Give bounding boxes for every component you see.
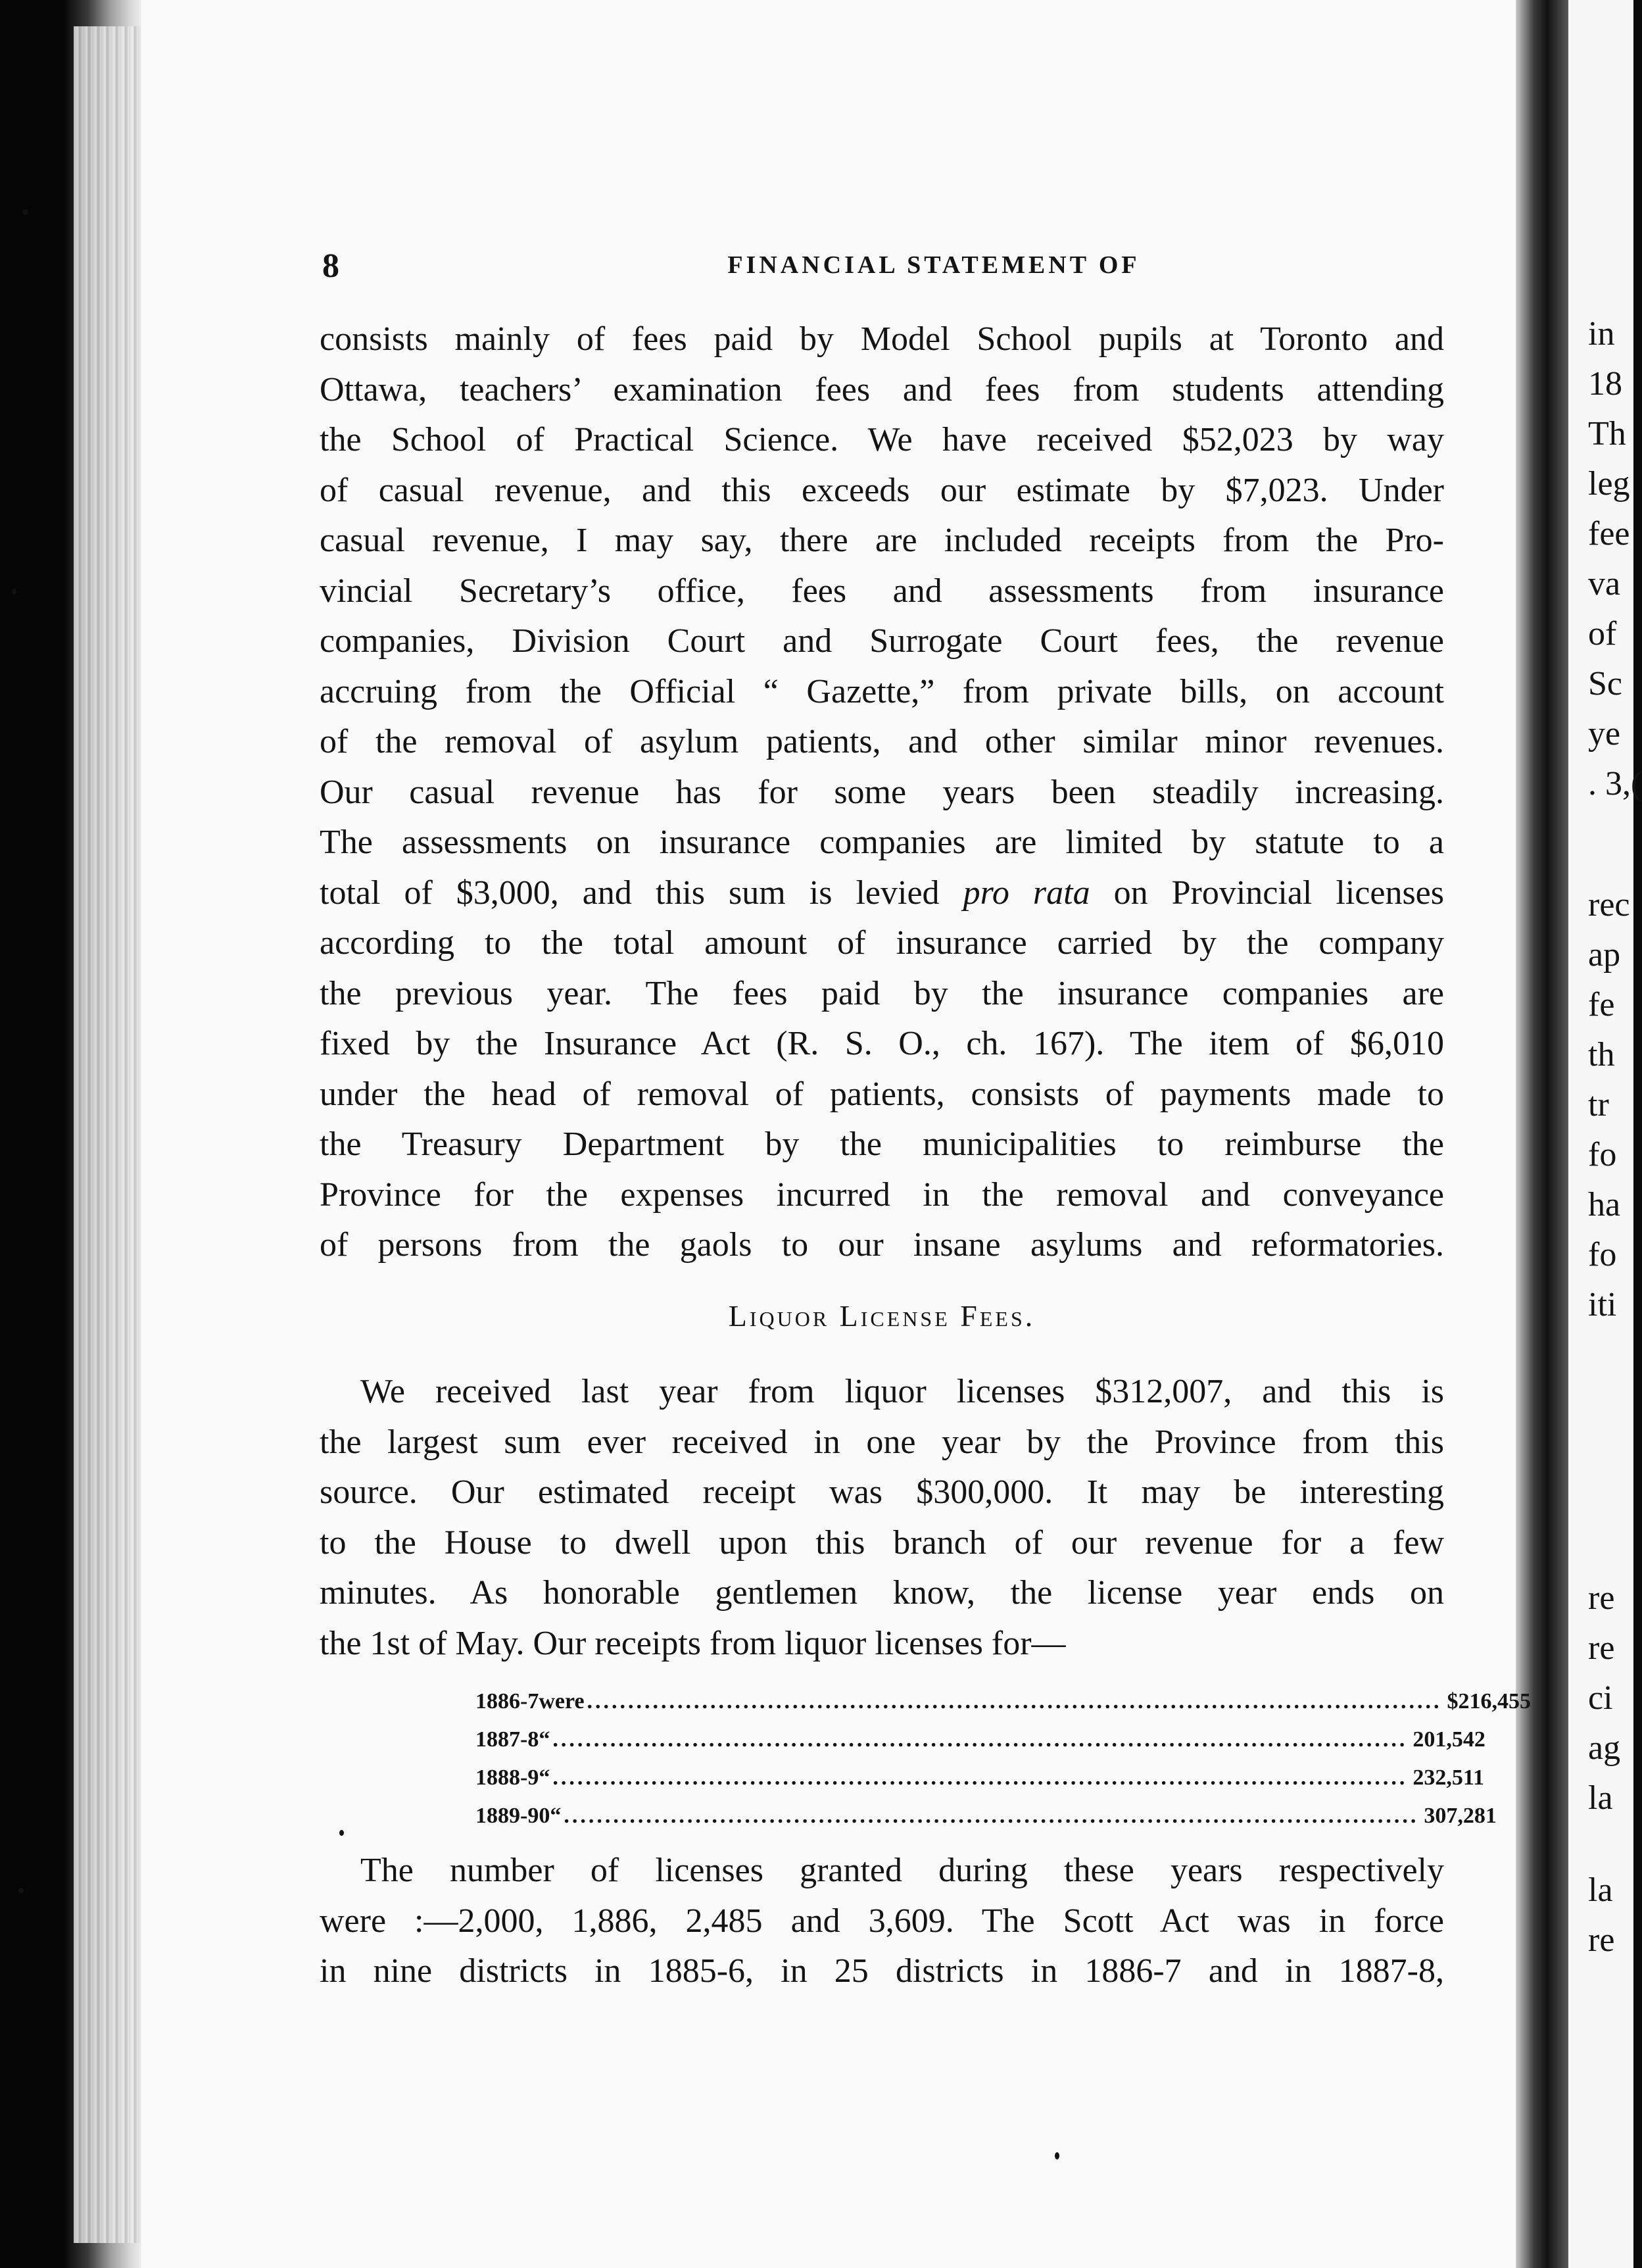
text-line: source. Our estimated receipt was $300,000. It may be interesting (320, 1473, 1444, 1511)
receipts-year: 1886-7 (475, 1689, 539, 1713)
section-heading: Liquor License Fees. (728, 1299, 1036, 1333)
leader-dots (552, 1721, 1407, 1759)
receipts-word: were (539, 1689, 585, 1713)
facing-fragment: la (1588, 1871, 1613, 1909)
leader-dots (564, 1797, 1418, 1835)
facing-fragment: ci (1588, 1679, 1613, 1717)
text-line: the 1st of May. Our receipts from liquor licenses for— (320, 1624, 1066, 1662)
facing-page-text-fragments (1588, 0, 1642, 2268)
facing-fragment: va (1588, 565, 1621, 603)
receipts-row (475, 1721, 1485, 1759)
facing-fragment: la (1588, 1779, 1613, 1817)
text-line: the School of Practical Science. We have received $52,023 by way (320, 421, 1444, 458)
paragraph-casual-revenue (320, 314, 1444, 1271)
page-header (322, 247, 1440, 286)
text-line: consists mainly of fees paid by Model School pupils at Toronto and (320, 320, 1444, 358)
text-line: to the House to dwell upon this branch of our revenue for a few (320, 1523, 1444, 1562)
receipts-row (475, 1797, 1497, 1835)
text-line: The number of licenses granted during these years respectively (360, 1852, 1444, 1889)
text-line: of casual revenue, and this exceeds our estimate by $7,023. Under (320, 471, 1444, 509)
facing-fragment: in (1588, 315, 1615, 353)
facing-fragment: iti (1588, 1286, 1617, 1323)
facing-fragment: Sc (1588, 665, 1622, 703)
receipts-row (475, 1759, 1484, 1797)
text-line: the previous year. The fees paid by the insurance companies are (320, 974, 1444, 1012)
facing-fragment: ha (1588, 1186, 1621, 1223)
receipts-word: “ (550, 1804, 562, 1828)
facing-fragment: re (1588, 1921, 1615, 1959)
receipts-word: “ (539, 1765, 550, 1790)
receipts-row (475, 1683, 1532, 1721)
text-line: Province for the expenses incurred in the removal and conveyance (320, 1175, 1444, 1214)
book-gutter (1516, 0, 1568, 2268)
text-line: in nine districts in 1885-6, in 25 districts in 1886-7 and in 1887-8, (320, 1952, 1444, 1990)
facing-fragment: Th (1588, 415, 1626, 453)
facing-fragment: fo (1588, 1136, 1617, 1173)
text-line: We received last year from liquor licenses $312,007, and this is (360, 1373, 1444, 1410)
receipts-word: “ (539, 1727, 550, 1752)
receipts-year: 1889-90 (475, 1804, 550, 1828)
text-line: companies, Division Court and Surrogate Court fees, the revenue (320, 622, 1444, 660)
margin-speck (12, 589, 16, 595)
facing-fragment: fo (1588, 1236, 1617, 1273)
facing-fragment: fe (1588, 986, 1615, 1023)
facing-fragment: 18 (1588, 365, 1622, 403)
facing-fragment: re (1588, 1579, 1615, 1617)
text-line: of the removal of asylum patients, and other similar minor revenues. (320, 723, 1444, 760)
margin-speck (22, 209, 28, 215)
margin-speck (339, 1830, 344, 1836)
text-line: vincial Secretary’s office, fees and assessments from insurance (320, 572, 1444, 610)
facing-fragment: ye (1588, 715, 1621, 752)
text-line: the Treasury Department by the municipalities to reimburse the (320, 1125, 1444, 1163)
facing-fragment: rec (1588, 886, 1630, 924)
text-line: Our casual revenue has for some years been steadily increasing. (320, 773, 1444, 811)
facing-fragment: leg (1588, 465, 1630, 503)
text-line: of persons from the gaols to our insane asylums and reformatories. (320, 1226, 1444, 1264)
facing-fragment: ap (1588, 936, 1621, 974)
text-line: under the head of removal of patients, consists of payments made to (320, 1075, 1444, 1113)
text-line: fixed by the Insurance Act (R. S. O., ch. 167). The item of $6,010 (320, 1025, 1444, 1062)
facing-fragment: ag (1588, 1729, 1621, 1767)
text-line: Ottawa, teachers’ examination fees and fees from students attending (320, 370, 1444, 408)
italic-phrase: pro rata (963, 874, 1090, 912)
margin-speck (1055, 2152, 1059, 2159)
text-line: according to the total amount of insurance carried by the company (320, 924, 1444, 962)
page-number: 8 (322, 247, 340, 285)
paragraph-liquor-licenses (320, 1367, 1444, 1669)
text-line: minutes. As honorable gentlemen know, the license year ends on (320, 1574, 1444, 1612)
facing-fragment: fee (1588, 515, 1630, 553)
facing-fragment: of (1588, 615, 1617, 653)
text-line: the largest sum ever received in one year by the Province from this (320, 1423, 1444, 1461)
paragraph-licenses-granted (320, 1846, 1444, 1997)
facing-fragment: . 3,( (1588, 765, 1642, 802)
text-line: The assessments on insurance companies are limited by statute to a (320, 824, 1444, 861)
receipts-amount: $216,455 (1447, 1689, 1532, 1713)
leader-dots (552, 1759, 1407, 1797)
text-line: were :—2,000, 1,886, 2,485 and 3,609. The Scott Act was in force (320, 1902, 1444, 1940)
facing-fragment: tr (1588, 1086, 1609, 1123)
text-line: accruing from the Official “ Gazette,” from private bills, on account (320, 672, 1444, 710)
text-line: casual revenue, I may say, there are included receipts from the Pro- (320, 522, 1444, 559)
receipts-year: 1888-9 (475, 1765, 539, 1790)
receipts-amount: 307,281 (1424, 1804, 1497, 1828)
margin-speck (18, 1888, 24, 1893)
receipts-year: 1887-8 (475, 1727, 539, 1752)
text-line: total of $3,000, and this sum is levied pro rata on Provincial licenses (320, 874, 1444, 912)
receipts-table (475, 1683, 1532, 1835)
leader-dots (587, 1683, 1442, 1721)
facing-fragment: th (1588, 1036, 1615, 1073)
running-head: FINANCIAL STATEMENT OF (727, 251, 1140, 279)
receipts-amount: 232,511 (1413, 1765, 1484, 1790)
stacked-page-edges (74, 26, 146, 2243)
receipts-amount: 201,542 (1413, 1727, 1485, 1752)
facing-fragment: re (1588, 1629, 1615, 1667)
